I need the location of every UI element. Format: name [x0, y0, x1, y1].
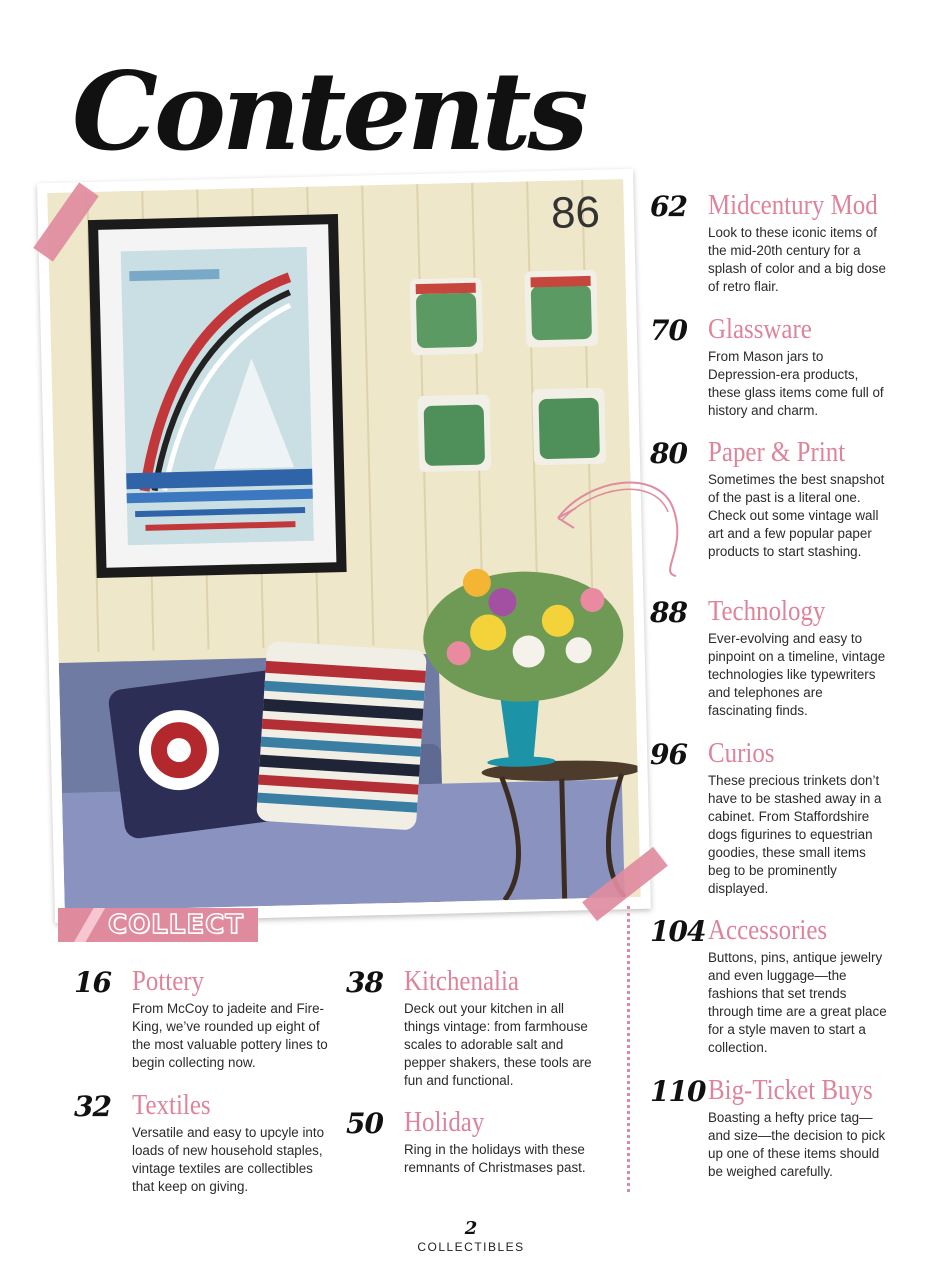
entry-description: From McCoy to jadeite and Fire-King, we’ve rounded up eight of the most valuable pottery lines to begin collecting now. [132, 1001, 328, 1070]
column-divider [627, 906, 630, 1192]
entry-heading: Big-Ticket Buys [708, 1074, 873, 1106]
entry-page-number: 80 [650, 437, 687, 470]
entry-heading: Midcentury Mod [708, 189, 878, 221]
footer-page-number: 2 [464, 1218, 478, 1239]
entry-description: Versatile and easy to upcyle into loads of new household staples, vintage textiles are collectibles that keep on giving. [132, 1125, 325, 1194]
collect-label: COLLECT [108, 910, 244, 940]
entry-heading: Glassware [708, 313, 812, 345]
entry-description: Boasting a hefty price tag—and size—the decision to pick up one of these items should be weighed carefully. [708, 1110, 886, 1179]
footer-publication: COLLECTIBLES [417, 1240, 525, 1254]
entry-description: From Mason jars to Depression-era products, these glass items come full of history and charm. [708, 349, 884, 418]
entry-heading: Curios [708, 737, 775, 769]
entry-heading: Technology [708, 595, 826, 627]
entry-description: Ring in the holidays with these remnants of Christmases past. [404, 1142, 586, 1175]
entry-page-number: 16 [74, 966, 111, 999]
entry-page-number: 104 [650, 915, 706, 948]
entry-heading: Accessories [708, 914, 828, 946]
entry-heading: Textiles [132, 1089, 211, 1121]
entry-heading: Kitchenalia [404, 965, 519, 997]
banner-stripe [73, 908, 106, 942]
entry-page-number: 110 [650, 1075, 706, 1108]
entry-page-number: 62 [650, 190, 687, 223]
entry-heading: Holiday [404, 1106, 485, 1138]
collect-section-banner [58, 908, 258, 942]
entry-description: Sometimes the best snapshot of the past is a literal one. Check out some vintage wall art and a few popular paper products to start stashing. [708, 472, 885, 559]
photo-page-number: 86 [550, 187, 601, 238]
entry-description: Buttons, pins, antique jewelry and even luggage—the fashions that set trends through time are a great place for a style maven to start a collection. [708, 950, 887, 1055]
entry-description: Look to these iconic items of the mid-20th century for a splash of color and a big dose of retro flair. [708, 225, 886, 294]
page-title: Contents [72, 49, 585, 175]
entry-page-number: 96 [650, 738, 687, 771]
entry-description: Deck out your kitchen in all things vintage: from farmhouse scales to adorable salt and pepper shakers, these tools are fun and functional. [404, 1001, 592, 1088]
entry-page-number: 32 [74, 1090, 111, 1123]
entry-description: Ever-evolving and easy to pinpoint on a timeline, vintage technologies like typewriters and telephones are fascinating finds. [708, 631, 886, 718]
swirl-arrow-icon [548, 468, 688, 578]
entry-page-number: 70 [650, 314, 687, 347]
entry-heading: Pottery [132, 965, 205, 997]
entry-heading: Paper & Print [708, 436, 846, 468]
entry-description: These precious trinkets don’t have to be stashed away in a cabinet. From Staffordshire dogs figurines to equestrian goodies, these small items beg to be prominently displayed. [708, 773, 882, 896]
entry-page-number: 38 [346, 966, 383, 999]
entry-page-number: 88 [650, 596, 687, 629]
entry-page-number: 50 [346, 1107, 383, 1140]
